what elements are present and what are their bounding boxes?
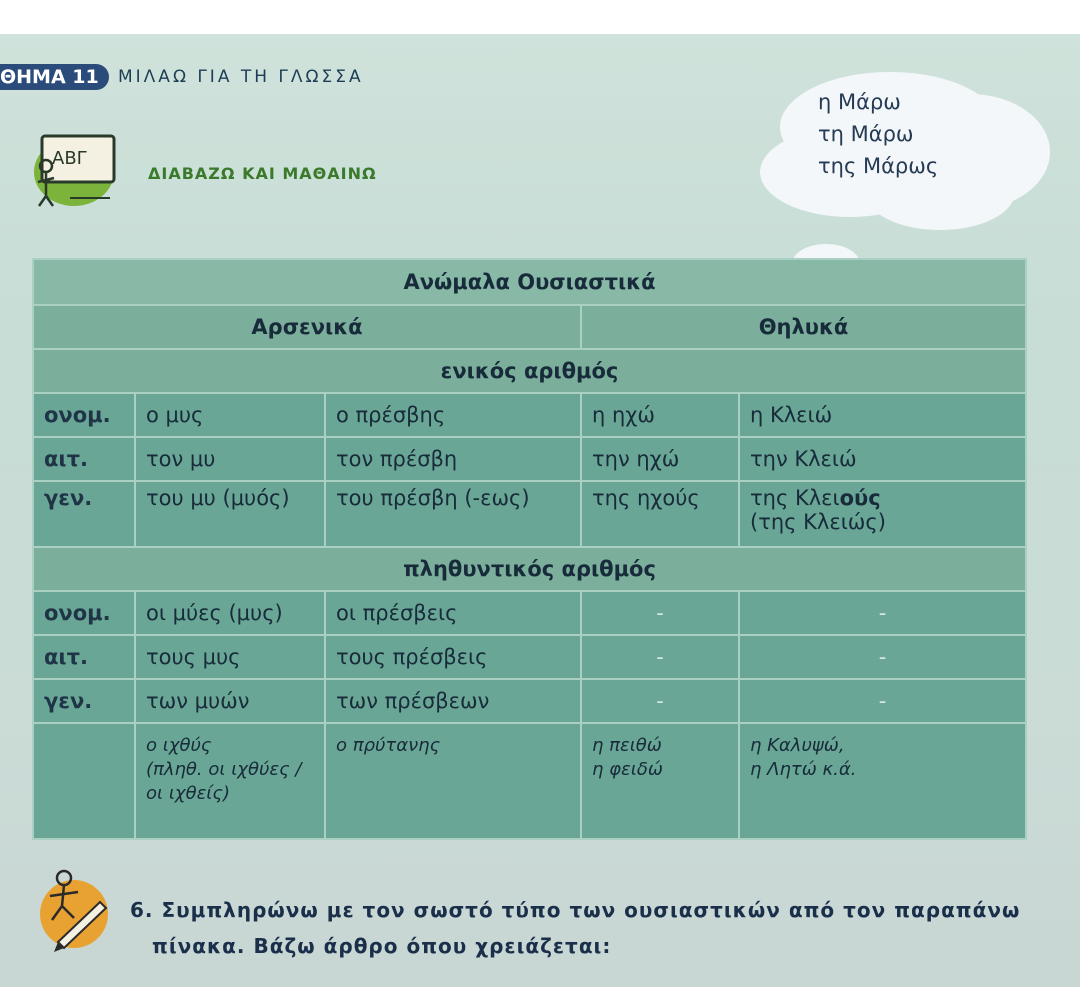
table-cell bbox=[581, 723, 739, 839]
note-line: η φειδώ bbox=[592, 759, 663, 780]
irregular-nouns-table bbox=[32, 258, 1027, 840]
table-cell bbox=[739, 723, 1026, 839]
table-row bbox=[33, 679, 1026, 723]
table-cell: την Κλειώ bbox=[739, 437, 1026, 481]
svg-text:ΑΒΓ: ΑΒΓ bbox=[52, 148, 87, 169]
table-cell: της ηχούς bbox=[581, 481, 739, 547]
table-row bbox=[33, 393, 1026, 437]
table-title: Ανώμαλα Ουσιαστικά bbox=[33, 259, 1026, 305]
cloud-line: της Μάρως bbox=[818, 154, 939, 178]
table-cell: οι μύες (μυς) bbox=[135, 591, 325, 635]
table-cell: - bbox=[581, 591, 739, 635]
lesson-title: ΜΙΛΑΩ ΓΙΑ ΤΗ ΓΛΩΣΣΑ bbox=[118, 67, 364, 87]
table-cell: τους μυς bbox=[135, 635, 325, 679]
blackboard-teacher-icon bbox=[30, 126, 122, 208]
table-cell: - bbox=[581, 679, 739, 723]
table-cell: η Κλειώ bbox=[739, 393, 1026, 437]
cell-text: της Κλει bbox=[750, 486, 840, 510]
table-cell: τους πρέσβεις bbox=[325, 635, 581, 679]
note-line: η πειθώ bbox=[592, 735, 662, 756]
section-heading: ΔΙΑΒΑΖΩ ΚΑΙ ΜΑΘΑΙΝΩ bbox=[148, 164, 377, 183]
table-cell: την ηχώ bbox=[581, 437, 739, 481]
table-row bbox=[33, 591, 1026, 635]
note-line: η Λητώ κ.ά. bbox=[750, 759, 857, 780]
textbook-page bbox=[0, 34, 1080, 987]
masculine-header: Αρσενικά bbox=[33, 305, 581, 349]
table-cell: - bbox=[739, 635, 1026, 679]
table-row-notes bbox=[33, 723, 1026, 839]
note-line: ο ιχθύς bbox=[146, 735, 212, 756]
table-cell: ο μυς bbox=[135, 393, 325, 437]
singular-header: ενικός αριθμός bbox=[33, 349, 1026, 393]
cloud-line: η Μάρω bbox=[818, 90, 901, 114]
plural-header: πληθυντικός αριθμός bbox=[33, 547, 1026, 591]
table-cell: - bbox=[581, 635, 739, 679]
cloud-line: τη Μάρω bbox=[818, 122, 914, 146]
table-cell: του πρέσβη (-εως) bbox=[325, 481, 581, 547]
note-line: ο πρύτανης bbox=[336, 735, 441, 756]
table-cell: οι πρέσβεις bbox=[325, 591, 581, 635]
table-cell: των πρέσβεων bbox=[325, 679, 581, 723]
pencil-writing-icon bbox=[34, 862, 114, 952]
case-label: αιτ. bbox=[33, 437, 135, 481]
note-line: (πληθ. οι ιχθύες / bbox=[146, 759, 302, 780]
table-cell: των μυών bbox=[135, 679, 325, 723]
table-row bbox=[33, 481, 1026, 547]
table-cell bbox=[33, 723, 135, 839]
table-cell: ο πρέσβης bbox=[325, 393, 581, 437]
lesson-tab: ΘΗΜΑ 11 bbox=[0, 64, 109, 90]
cell-text: (της Κλειώς) bbox=[750, 510, 886, 534]
case-label: γεν. bbox=[33, 481, 135, 547]
exercise-line: πίνακα. Βάζω άρθρο όπου χρειάζεται: bbox=[152, 934, 612, 958]
table-cell: - bbox=[739, 679, 1026, 723]
table-cell bbox=[325, 723, 581, 839]
table-cell bbox=[135, 723, 325, 839]
table-cell: τον πρέσβη bbox=[325, 437, 581, 481]
table-cell bbox=[739, 481, 1026, 547]
table-cell: - bbox=[739, 591, 1026, 635]
table-row bbox=[33, 635, 1026, 679]
case-label: γεν. bbox=[33, 679, 135, 723]
note-line: οι ιχθείς) bbox=[146, 783, 230, 804]
cloud-text bbox=[818, 86, 938, 182]
exercise-instructions bbox=[130, 892, 1050, 964]
table-cell: του μυ (μυός) bbox=[135, 481, 325, 547]
table-row bbox=[33, 437, 1026, 481]
case-label: ονομ. bbox=[33, 591, 135, 635]
feminine-header: Θηλυκά bbox=[581, 305, 1026, 349]
note-line: η Καλυψώ, bbox=[750, 735, 845, 756]
table-cell: τον μυ bbox=[135, 437, 325, 481]
exercise-line: 6. Συμπληρώνω με τον σωστό τύπο των ουσιαστικών από τον παραπάνω bbox=[130, 898, 1021, 922]
case-label: ονομ. bbox=[33, 393, 135, 437]
table-cell: η ηχώ bbox=[581, 393, 739, 437]
bold-ending: ούς bbox=[839, 486, 881, 510]
case-label: αιτ. bbox=[33, 635, 135, 679]
